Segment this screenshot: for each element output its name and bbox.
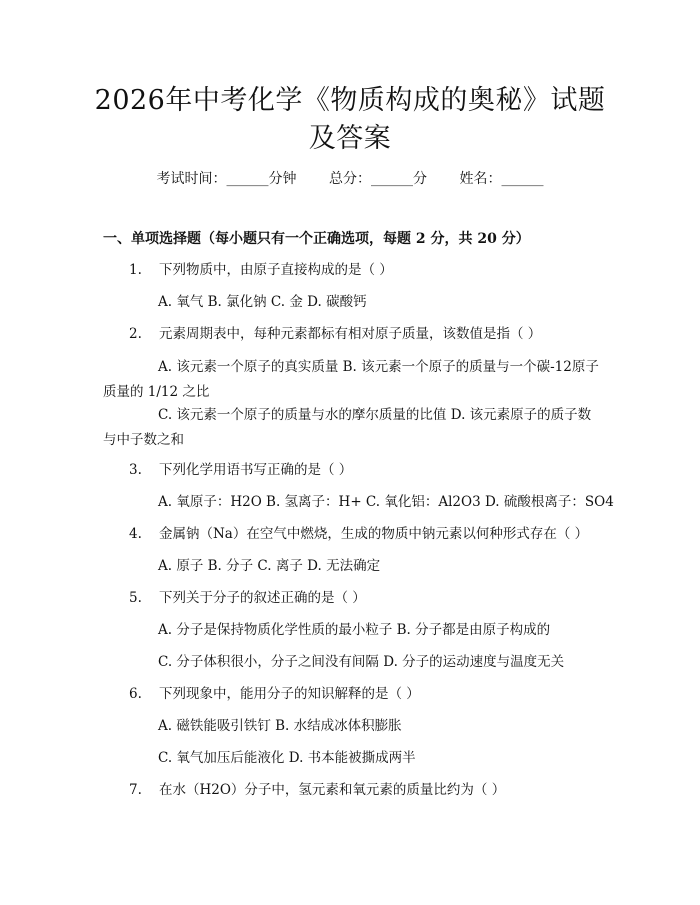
question-number: 5. bbox=[129, 590, 142, 606]
document-title: 2026年中考化学《物质构成的奥秘》试题及答案 bbox=[94, 85, 606, 154]
question-4-options: A. 原子 B. 分子 C. 离子 D. 无法确定 bbox=[158, 558, 381, 574]
exam-time-field: 考试时间：______分钟 bbox=[156, 171, 297, 187]
total-score-field: 总分：______分 bbox=[329, 171, 427, 187]
question-text: 元素周期表中，每种元素都标有相对原子质量，该数值是指（ ） bbox=[159, 326, 542, 342]
section-title: 一、单项选择题（每小题只有一个正确选项，每题 2 分，共 20 分） bbox=[103, 231, 530, 247]
question-3-options: A. 氧原子：H2O B. 氢离子：H+ C. 氧化铝：Al2O3 D. 硫酸根离子：SO4 bbox=[158, 494, 614, 510]
question-2-options-cd: C. 该元素一个原子的质量与水的摩尔质量的比值 D. 该元素原子的质子数与中子数之和 bbox=[103, 407, 592, 448]
question-1 bbox=[129, 260, 393, 280]
question-3 bbox=[129, 460, 352, 480]
question-number: 1. bbox=[129, 262, 142, 278]
question-7 bbox=[129, 780, 505, 800]
question-5-options-ab: A. 分子是保持物质化学性质的最小粒子 B. 分子都是由原子构成的 bbox=[158, 622, 551, 638]
exam-meta bbox=[0, 170, 700, 188]
question-4 bbox=[129, 524, 588, 544]
question-text: 金属钠（Na）在空气中燃烧，生成的物质中钠元素以何种形式存在（ ） bbox=[159, 526, 589, 542]
question-number: 7. bbox=[129, 782, 142, 798]
question-number: 2. bbox=[129, 326, 142, 342]
name-field: 姓名：______ bbox=[459, 171, 544, 187]
question-text: 在水（H2O）分子中，氢元素和氧元素的质量比约为（ ） bbox=[159, 782, 506, 798]
question-5 bbox=[129, 588, 366, 608]
question-6-options-ab: A. 磁铁能吸引铁钉 B. 水结成冰体积膨胀 bbox=[158, 718, 402, 734]
question-number: 4. bbox=[129, 526, 142, 542]
question-text: 下列物质中，由原子直接构成的是（ ） bbox=[159, 262, 393, 278]
question-number: 6. bbox=[129, 686, 142, 702]
question-6 bbox=[129, 684, 420, 704]
question-2 bbox=[129, 324, 541, 344]
question-text: 下列现象中，能用分子的知识解释的是（ ） bbox=[159, 686, 420, 702]
question-5-options-cd: C. 分子体积很小，分子之间没有间隔 D. 分子的运动速度与温度无关 bbox=[158, 654, 565, 670]
question-1-options: A. 氧气 B. 氯化钠 C. 金 D. 碳酸钙 bbox=[158, 294, 367, 310]
question-text: 下列化学用语书写正确的是（ ） bbox=[159, 462, 353, 478]
question-number: 3. bbox=[129, 462, 142, 478]
question-2-options-ab: A. 该元素一个原子的真实质量 B. 该元素一个原子的质量与一个碳-12原子质量的 1/12 之比 bbox=[103, 359, 599, 400]
question-text: 下列关于分子的叙述正确的是（ ） bbox=[159, 590, 366, 606]
question-6-options-cd: C. 氧气加压后能液化 D. 书本能被撕成两半 bbox=[158, 750, 416, 766]
